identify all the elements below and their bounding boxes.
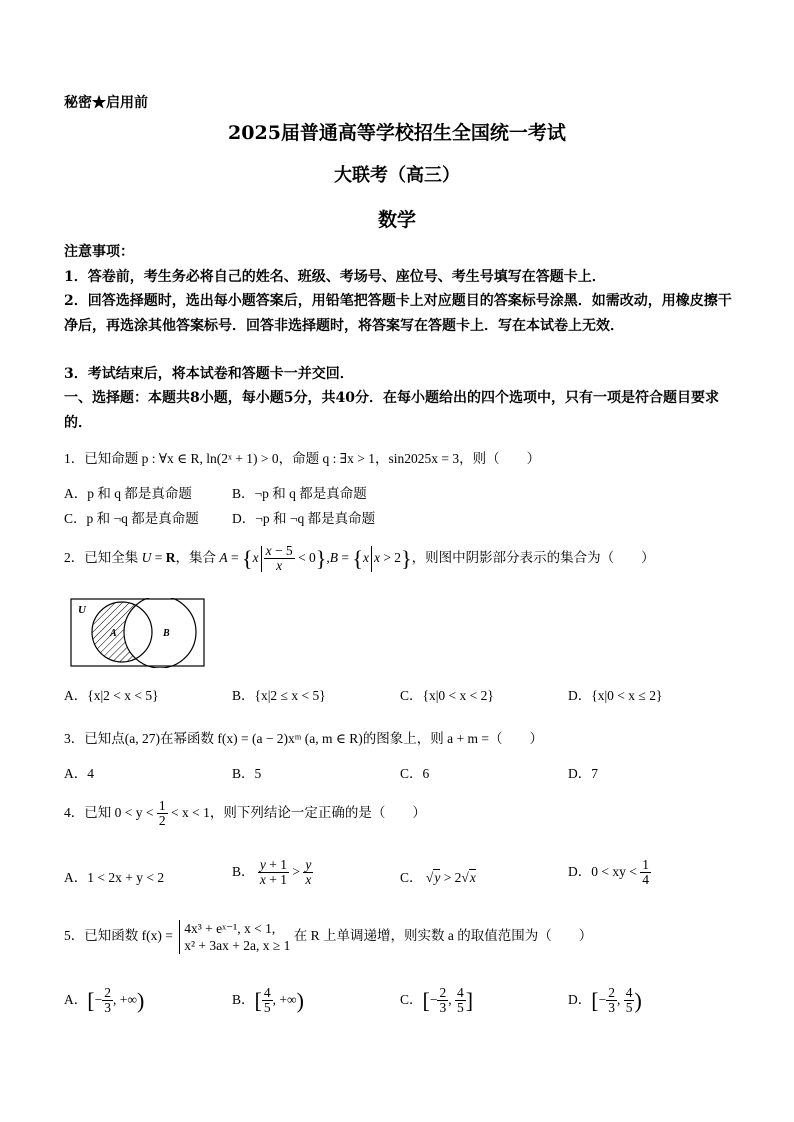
question-5-stem xyxy=(64,916,592,956)
q5-option-d: D．[− $\frac{2}{3}$ , $\frac{4}{5}$ ) xyxy=(568,984,642,1016)
q4-option-b: B． $\frac{y + 1}{x + 1}$ > $\frac{y}{x}$ xyxy=(232,856,312,888)
q3-option-b: B．5 xyxy=(232,766,262,781)
q1-option-b: B．¬p 和 q 都是真命题 xyxy=(232,486,367,501)
q2-stem-part-b: ，集合 xyxy=(175,550,216,565)
q5-option-b: B．[ $\frac{4}{5}$ , +∞) xyxy=(232,984,304,1016)
question-1-stem: 1．已知命题 p : ∀x ∈ R, ln(2ˣ + 1) > 0，命题 q : ∃x > 1，sin2025x = 3，则（ ） xyxy=(64,451,541,466)
subject-title: 数学 xyxy=(377,209,416,231)
question-2-stem: 2．已知全集 U = R，集合 A = {x $\frac{x - 5}{x}$ < 0},B = {x x > 2}，则图中阴影部分表示的集合为（ ） xyxy=(64,542,655,574)
q4-option-d: D．0 < xy < $\frac{1}{4}$ xyxy=(568,856,649,888)
q3-option-a: A．4 xyxy=(64,766,94,781)
notes-heading: 注意事项： xyxy=(64,244,134,260)
question-4-stem: 4．已知 0 < y < $\frac{1}{2}$ < x < 1，则下列结论一定正确的是（ ） xyxy=(64,797,426,829)
exam-title: 2025届普通高等学校招生全国统一考试 xyxy=(228,122,566,144)
q4-option-a: A．1 < 2x + y < 2 xyxy=(64,870,165,885)
q2-option-c: C．{x|0 < x < 2} xyxy=(400,688,494,703)
q3-option-d: D．7 xyxy=(568,766,598,781)
q1-option-c: C．p 和 ¬q 都是真命题 xyxy=(64,511,199,526)
exam-subtitle: 大联考（高三） xyxy=(334,165,460,186)
q2-option-d: D．{x|0 < x ≤ 2} xyxy=(568,688,663,703)
q5-stem-part-a: 5．已知函数 f(x) = xyxy=(64,928,173,943)
q2-option-b: B．{x|2 ≤ x < 5} xyxy=(232,688,326,703)
piecewise-function: 4x³ + eˣ⁻¹, x < 1, x² + 3ax + 2a, x ≥ 1 xyxy=(179,920,290,954)
q5-stem-part-b: 在 R 上单调递增，则实数 a 的取值范围为（ ） xyxy=(293,928,593,943)
venn-label-u: U xyxy=(78,604,86,616)
q4-stem-part-b: < x < 1，则下列结论一定正确的是（ ） xyxy=(170,805,426,820)
q3-option-c: C．6 xyxy=(400,766,430,781)
question-3-stem: 3．已知点(a, 27)在幂函数 f(x) = (a − 2)xᵐ (a, m ∈ R)的图象上，则 a + m =（ ） xyxy=(64,731,543,746)
confidential-label: 秘密★启用前 xyxy=(64,95,148,111)
q1-option-a: A．p 和 q 都是真命题 xyxy=(64,486,192,501)
q5-option-a: A．[− $\frac{2}{3}$ , +∞) xyxy=(64,984,145,1016)
venn-diagram xyxy=(70,598,206,668)
venn-label-a: A xyxy=(110,628,117,639)
note-3: 3．考试结束后，将本试卷和答题卡一并交回． xyxy=(64,366,354,382)
q5-option-c: C．[− $\frac{2}{3}$ , $\frac{4}{5}$ ] xyxy=(400,984,474,1016)
q4-option-c: C． √y > 2√x xyxy=(400,870,476,885)
q4-stem-part-a: 4．已知 0 < y < xyxy=(64,805,154,820)
note-1: 1．答卷前，考生务必将自己的姓名、班级、考场号、座位号、考生号填写在答题卡上． xyxy=(64,269,606,285)
venn-label-b: B xyxy=(163,628,170,639)
q2-stem-part-a: 2．已知全集 xyxy=(64,550,139,565)
section-heading: 一、选择题：本题共8小题，每小题5分，共40分．在每小题给出的四个选项中，只有一项是符合题目要求的． xyxy=(64,390,719,431)
note-2: 2．回答选择题时，选出每小题答案后，用铅笔把答题卡上对应题目的答案标号涂黑．如需改动，用橡皮擦干净后，再选涂其他答案标号．回答非选择题时，将答案写在答题卡上．写在本试卷上无效． xyxy=(64,293,732,334)
q2-stem-part-c: ，则图中阴影部分表示的集合为（ ） xyxy=(411,550,655,565)
q1-option-d: D．¬p 和 ¬q 都是真命题 xyxy=(232,511,376,526)
q2-option-a: A．{x|2 < x < 5} xyxy=(64,688,159,703)
